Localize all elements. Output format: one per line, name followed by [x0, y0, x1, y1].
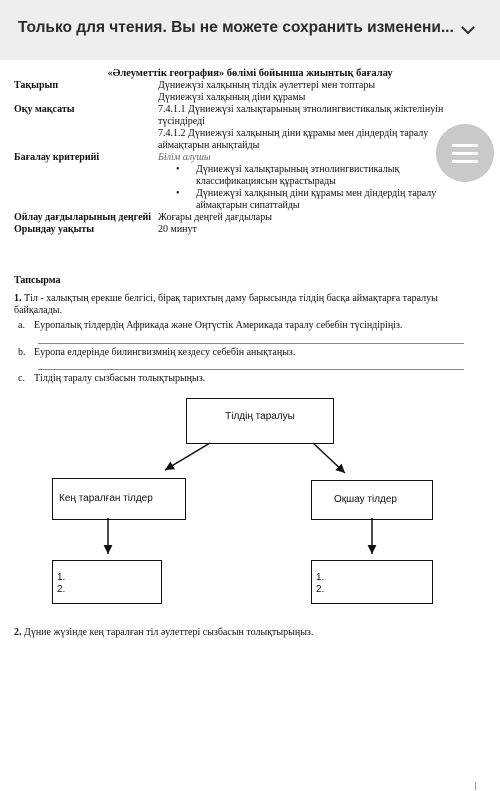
document-title: «Әлеуметтік география» бөлімі бойынша жиынтық бағалау [107, 68, 393, 79]
question-1b-marker: b. [18, 347, 26, 358]
diagram-right-box [311, 480, 433, 520]
answer-line-b[interactable] [38, 369, 464, 370]
topic-label: Тақырып [14, 80, 59, 91]
arrow-to-right-box [313, 443, 345, 473]
task-heading: Тапсырма [14, 275, 61, 286]
assessment-meta-table [14, 80, 474, 236]
criteria-intro: Білім алушы [158, 152, 211, 163]
diagram-top-label: Тілдің таралуы [225, 411, 295, 422]
question-1a-text: Еуропалық тілдердің Африкада және Оңтүстік Америкада таралу себебін түсіндіріңіз. [34, 320, 403, 331]
meta-row-topic [14, 80, 474, 104]
time-value: 20 минут [158, 224, 197, 235]
diagram-right-label: Оқшау тілдер [334, 494, 397, 505]
thinking-label: Ойлау дағдыларының деңгейі [14, 212, 152, 223]
meta-row-goals [14, 104, 474, 152]
question-2-number: 2. [14, 627, 22, 638]
read-only-banner [0, 0, 500, 61]
question-2 [14, 627, 313, 638]
goal-value: 7.4.1.1 Дүниежүзі халықтарының этнолингвистикалық жіктелінуін түсіндіреді [158, 104, 444, 127]
read-only-banner-text: Только для чтения. Вы не можете сохранить изменени... [18, 19, 454, 36]
arrow-to-left-box [165, 443, 210, 470]
diagram-left-label: Кең таралған тілдер [59, 493, 153, 504]
question-1c-marker: c. [18, 373, 25, 384]
question-2-text: Дүние жүзінде кең таралған тіл әулеттері сызбасын толықтырыңыз. [24, 627, 314, 638]
diagram-left-list-box[interactable] [52, 560, 162, 604]
question-1-number: 1. [14, 293, 22, 304]
document-page [0, 60, 500, 791]
question-1a-marker: a. [18, 320, 25, 331]
topic-value: Дүниежүзі халқының діни құрамы [158, 92, 306, 103]
hamburger-menu-icon[interactable] [436, 124, 494, 182]
criteria-item: • Дүниежүзі халқының діни құрамы мен діндердің таралу аймақтарын сипаттайды [158, 188, 474, 212]
chevron-down-icon[interactable] [458, 20, 478, 40]
question-1a [18, 320, 402, 332]
question-1b-text: Еуропа елдерінде билингвизмнің кездесу себебін анықтаңыз. [34, 347, 296, 358]
time-label: Орындау уақыты [14, 224, 95, 235]
diagram-left-box [52, 478, 186, 520]
criteria-item: • Дүниежүзі халықтарының этнолингвистикалық классификациясын құрастырады [158, 164, 474, 188]
question-1b [18, 347, 295, 359]
answer-line-a[interactable] [38, 343, 464, 344]
meta-row-time [14, 224, 474, 236]
goals-label: Оқу мақсаты [14, 104, 75, 115]
diagram-right-list-item: 1. [316, 572, 325, 583]
criteria-list [158, 164, 474, 212]
page-edge-mark [475, 782, 476, 790]
question-1 [14, 293, 480, 317]
question-1c-text: Тілдің таралу сызбасын толықтырыңыз. [34, 373, 206, 384]
question-1c [18, 373, 205, 385]
goal-value: 7.4.1.2 Дүниежүзі халқының діни құрамы мен діндердің таралу аймақтарын анықтайды [158, 128, 429, 151]
diagram-left-list-item: 1. [57, 572, 66, 583]
diagram-top-box [186, 398, 334, 444]
diagram-right-list-box[interactable] [311, 560, 433, 604]
diagram-right-list-item: 2. [316, 584, 325, 595]
topic-value: Дүниежүзі халқының тілдік әулеттері мен топтары [158, 80, 376, 91]
diagram-left-list-item: 2. [57, 584, 66, 595]
meta-row-criteria [14, 152, 474, 212]
thinking-value: Жоғары деңгей дағдылары [158, 212, 272, 223]
meta-row-thinking [14, 212, 474, 224]
question-1-text: Тіл - халықтың ерекше белгісі, бірақ тарихтың даму барысында тілдің басқа аймақтарға таралуы байқалады. [14, 293, 438, 316]
criteria-label: Бағалау критерийі [14, 152, 100, 163]
